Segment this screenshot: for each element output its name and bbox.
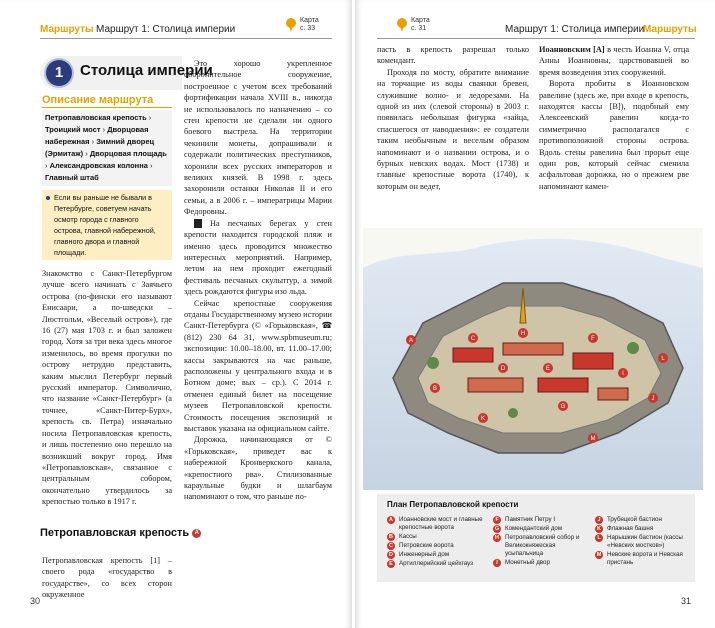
svg-text:B: B [432,386,438,392]
svg-text:D: D [500,366,506,372]
column-d [539,44,689,192]
svg-text:C: C [470,336,476,342]
left-running-header [40,16,332,39]
page-number: 31 [681,596,692,606]
legend-column [595,516,691,568]
fortress-subheading: Петропавловская крепость A [40,527,201,540]
paragraph: Ворота пробиты в Иоанновском равелине (здесь же, при входе в крепость, находятся кассы [B]), подобный ему Алексеевский равелин когда-то симметрично располагался с противоположной стороны острова. Вдоль стены равелина был прорыт еще один ров, который сейчас сменила асфальтовая дорожка, но о прежнем рве напоминают камен- [539,79,689,191]
description-heading: Описание маршрута [42,94,154,106]
svg-text:F: F [591,336,595,342]
header-route-label: Маршрут 1: Столица империи [96,24,236,35]
paragraph: Знакомство с Санкт-Петербургом лучше всего начинать с Заячьего острова (по-фински его называют Енисаари, а по-шведски – Люстгольм, «Веселый остров»), где 16 (27) мая 1703 г. и был заложен город. Хотя за три века здесь многое изменилось, во время прогулки по острову нетрудно представить, каким мыслил Петербург первый русский император. Символично, что название «Санкт-Петербург» (а точнее, «Санкт-Питер-Бурх», крепость св. Петра) изначально носила Петропавловская крепость, и лишь постепенно оно перешло на возникший вокруг город. Имя «Петропавловская», связанное с центральным собором, окончательно утвердилось за крепостью только в 1917 г. [42,269,172,507]
paragraph: пасть в крепость разрешал только комендант. [377,45,529,66]
legend-title: План Петропавловской крепости [387,500,519,509]
svg-text:M: M [590,436,596,442]
right-page [355,0,715,628]
route-number-badge: 1 [46,60,72,86]
right-running-header [377,16,695,39]
legend-column [493,516,589,568]
svg-text:I: I [622,371,624,377]
svg-text:L: L [661,356,665,362]
column-a [42,268,172,508]
svg-text:J: J [651,396,655,402]
legend-item: K Флажная башня [597,525,654,532]
heading-divider [42,107,172,108]
svg-text:G: G [560,404,566,410]
legend-column [387,516,487,569]
map-reference: Карта с. 33 [300,17,319,32]
legend-item: J Трубецкой бастион [595,516,691,524]
map-pin-icon [397,18,407,32]
map-legend [377,494,695,582]
left-page [0,0,352,628]
header-route-label: Маршрут 1: Столица империи [505,24,645,35]
header-section-label: Маршруты [643,24,697,35]
route-stops-box: Петропавловская крепость › Троицкий мост › Дворцовая набережная › Зимний дворец (Эрмитаж) › Дворцовая площадь › Александровская колонна › Главный штаб [42,110,172,186]
legend-item: C Петровские ворота [389,542,454,549]
paragraph: Петропавловская крепость [1] – своего рода «государство в государстве», со всех сторон окруженное [42,556,172,600]
legend-item: G Комендантский дом [494,525,563,532]
legend-item: B Кассы [389,533,417,540]
svg-text:H: H [520,331,526,337]
map-pin-icon [286,18,296,32]
tip-box: Если вы раньше не бывали в Петербурге, советуем начать осмотр города с главного острова, главной набережной, главного двора и главной площади. [42,190,172,260]
legend-item: A Иоанновские мост и главные крепостные ворота [389,516,483,531]
legend-item: E Артиллерийский цейхгауз [387,560,487,568]
paragraph: Проходя по мосту, обратите внимание на торчащие из воды сваянки бревен, служившие волно- и ледорезами. На одной из них (слевой стороны) в 2003 г. появилась небольшая фигурка «зайца, спасшегося от наводнения»: ее создатели таким необычным и веселым образом напоминают и о названии острова, и о бурных невских водах. Мост (1738) и главные крепостные ворота (1740), к которым он ведет, [377,67,529,191]
paragraph: Это хорошо укрепленное оборонительное сооружение, построенное с учетом всех требований фортификации начала XVIII в., никогда не использовалось по назначению – со стен крепости не сделали ни одного боевого выстрела. На территории чекинили монеты, допрашивали и содержали политических преступников, хоронили всех русских императоров и великих князей. В 1998 г. здесь захоронили останки Николая II и его семьи, а в 2006 г. – императрицы Марии Федоровны. [184,59,332,217]
beach-icon: ! [194,219,202,228]
legend-item: M Невские ворота и Невская пристань [596,551,683,566]
page-number: 30 [30,596,41,606]
svg-text:K: K [480,416,486,422]
column-c [377,44,529,192]
legend-item: L Нарышкин бастион (кассы «Невских мостков») [595,534,691,550]
map-reference: Карта с. 31 [411,17,430,32]
paragraph: Дорожка, начинающаяся от © «Горьковская», приведет вас к набережной Кронверкского канала, «крепостного рва». Стилизованные караульные будки и шлагбаум напоминают о том, что раньше по- [184,435,332,502]
legend-item: I Монетный двор [493,559,589,567]
paragraph: Сейчас крепостные сооружения отданы Государственному музею истории Санкт-Петербурга (© «Горьковская», ☎ (812) 230 64 31, www.spbmuseum.ru; экспозиции: 10.00–18.00, вт. 11.00–17.00; кассы закрываются на час раньше, расположены у центрального входа и в Ботном доме; вых – ср.). С 2014 г. отменен единый билет на посещение музеев Петропавловской крепости. Стоимость посещения экспозиций и выставок указана на официальном сайте. [184,298,332,433]
header-section-label: Маршруты [40,24,94,35]
paragraph: ! На песчаных берегах у стен крепости находится городской пляж и именно здесь проводится множество интересных мероприятий. Например, летом на нем проходит ежегодный фестиваль песчаных скульптур, а зимой здесь рождаются фигуры изо льда. [184,218,333,297]
legend-item: F Памятник Петру I [493,516,589,524]
fortress-map [363,228,703,490]
paragraph: Иоанновским [A] в честь Иоанна V, отца Анны Иоанновны, царствовавшей во время возведения этих сооружений. [539,45,689,77]
bullet-icon [46,196,50,200]
column-a-bottom [42,555,172,601]
column-b [184,58,332,503]
legend-item: H Петропавловский собор и Великокняжеская усыпальница [495,534,580,557]
marker-a-icon: A [192,529,201,538]
svg-text:E: E [545,366,551,372]
svg-text:A: A [408,338,414,344]
route-title: Столица империи [80,62,213,79]
legend-item: D Инженерный дом [389,551,450,558]
